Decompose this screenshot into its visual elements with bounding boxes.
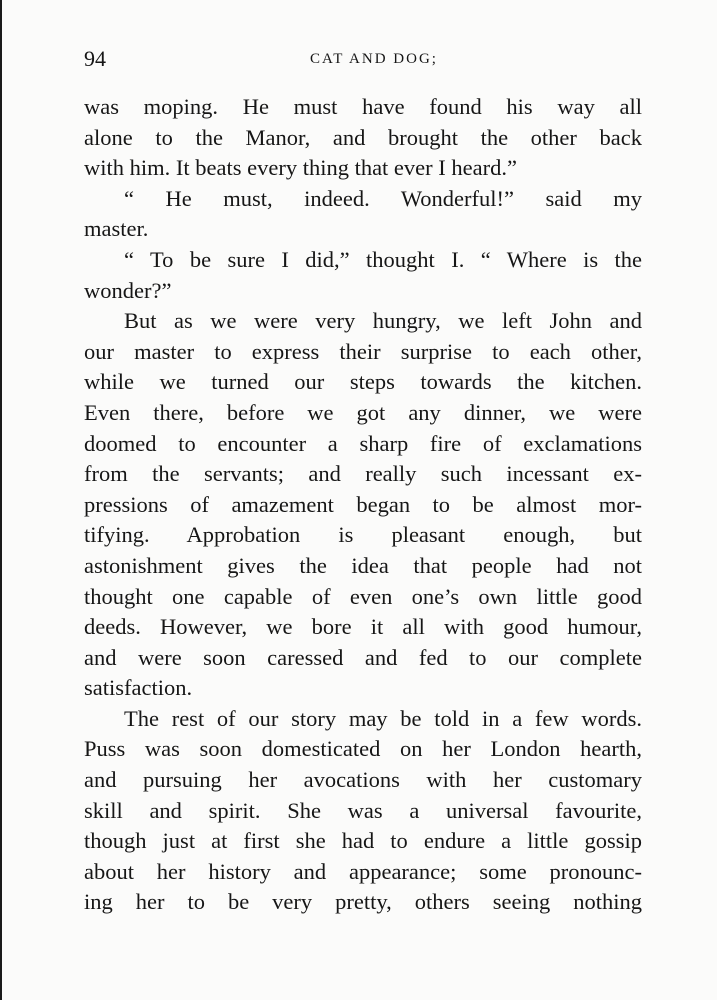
text-line: our master to express their surprise to each other, [84,338,642,364]
text-line: master. [84,216,149,242]
text-line: satisfaction. [84,675,193,701]
page-number: 94 [84,46,106,71]
text-line: about her history and appearance; some pronounc- [84,858,642,884]
text-line: pressions of amazement began to be almost mor- [84,491,642,517]
body-text [84,92,642,918]
running-head [84,42,644,76]
running-title: CAT AND DOG; [310,51,438,67]
text-line: But as we were very hungry, we left John and [124,308,642,334]
text-line: astonishment gives the idea that people had not [84,552,642,578]
text-line: wonder?” [84,277,172,303]
text-line: deeds. However, we bore it all with good humour, [84,614,642,640]
text-line: and pursuing her avocations with her customary [84,767,642,793]
text-line: skill and spirit. She was a universal favourite, [84,797,642,823]
text-line: “ He must, indeed. Wonderful!” said my [124,185,642,211]
text-line: from the servants; and really such incessant ex- [84,461,642,487]
text-line: ing her to be very pretty, others seeing nothing [84,889,642,915]
text-line: The rest of our story may be told in a few words. [124,705,642,731]
text-line: “ To be sure I did,” thought I. “ Where is the [124,246,642,272]
text-line: while we turned our steps towards the kitchen. [84,369,642,395]
text-line: tifying. Approbation is pleasant enough, but [84,522,642,548]
text-line: doomed to encounter a sharp fire of exclamations [84,430,642,456]
text-line: was moping. He must have found his way all [84,94,642,119]
text-line: thought one capable of even one’s own little good [84,583,642,609]
text-line: with him. It beats every thing that ever I heard.” [84,155,517,181]
text-line: Even there, before we got any dinner, we were [84,399,642,425]
text-line: Puss was soon domesticated on her London hearth, [84,736,642,762]
text-line: though just at first she had to endure a little gossip [84,828,642,854]
text-line: and were soon caressed and fed to our complete [84,644,642,670]
text-line: alone to the Manor, and brought the other back [84,124,642,150]
